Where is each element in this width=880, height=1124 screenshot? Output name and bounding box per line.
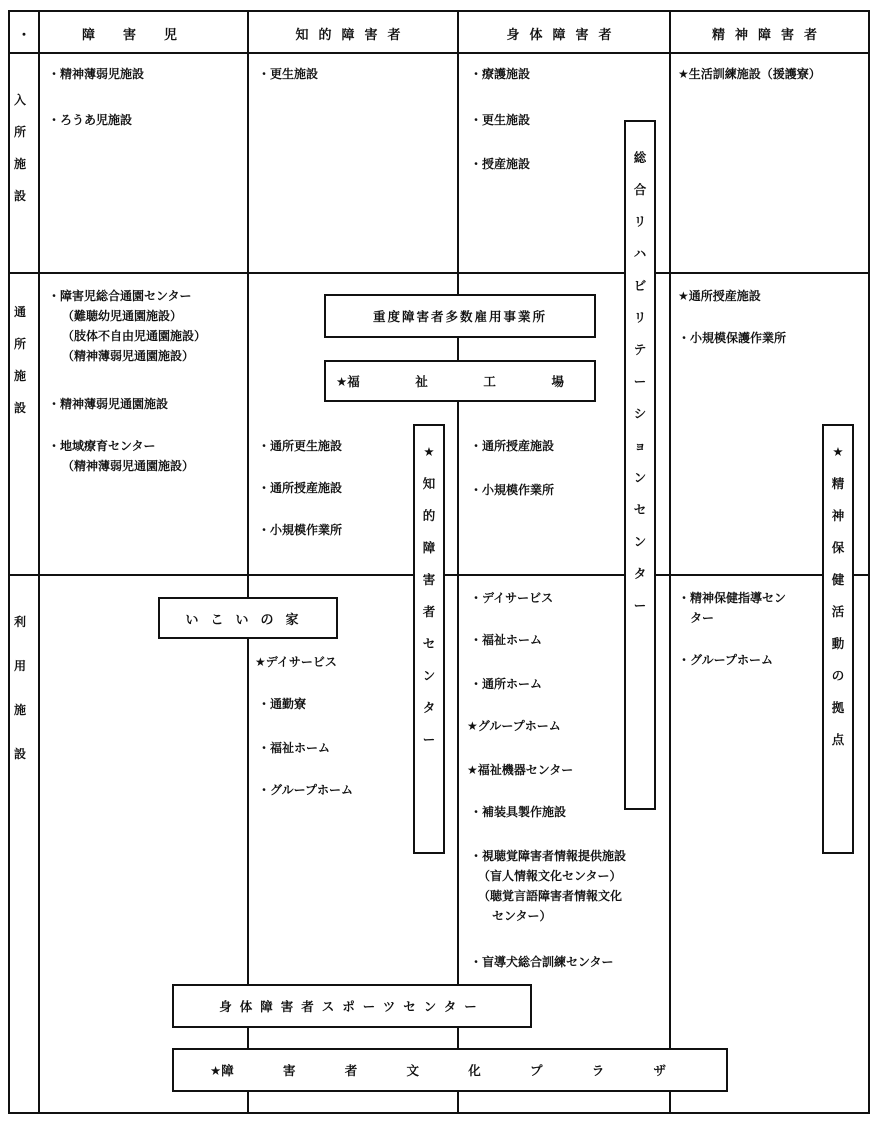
list-item: （盲人情報文化センター）: [478, 869, 622, 883]
list-item: ・補装具製作施設: [470, 805, 567, 819]
list-item: （聴覚言語障害者情報文化: [478, 889, 623, 903]
list-item: ・精神薄弱児施設: [48, 67, 145, 81]
column-divider-3: [669, 10, 671, 1114]
list-item: ★グループホーム: [467, 719, 561, 733]
list-item: ★生活訓練施設（援護寮）: [678, 67, 821, 81]
list-item: ・盲導犬総合訓練センター: [470, 955, 614, 969]
column-divider-1: [247, 10, 249, 1114]
list-item: ★福祉機器センター: [467, 763, 574, 777]
sogo-rehabilitation-center-box: 総 合 リ ハ ビ リ テ ー シ ョ ン セ ン タ ー: [624, 120, 656, 810]
list-item: ★デイサービス: [255, 655, 337, 669]
row-label-tsusho: 通 所 施 設: [13, 305, 26, 415]
table-bottom-border: [8, 1112, 870, 1114]
list-item: ・小規模保護作業所: [678, 331, 787, 345]
list-item: ・精神保健指導セン: [678, 591, 787, 605]
list-item: ・ろうあ児施設: [48, 113, 133, 127]
list-item: ・通所授産施設: [258, 481, 343, 495]
list-item: ・療護施設: [470, 67, 531, 81]
header-shintai: 身体障害者: [506, 27, 622, 43]
list-item: ・福祉ホーム: [470, 633, 543, 647]
list-item: ・通勤寮: [258, 697, 307, 711]
sports-center-box: 身体障害者スポーツセンター: [172, 984, 532, 1028]
ikoi-no-ie-box: いこいの家: [158, 597, 338, 639]
fukushi-kojo-box: ★福 祉 工 場: [324, 360, 596, 402]
label-column-divider: [38, 10, 40, 1114]
header-shogaiji: 障害児: [81, 27, 205, 43]
seishin-hoken-kyoten-box: ★ 精 神 保 健 活 動 の 拠 点: [822, 424, 854, 854]
list-item: ・更生施設: [470, 113, 531, 127]
table-top-border: [8, 10, 870, 12]
row-divider-1: [8, 272, 870, 274]
list-item: ・授産施設: [470, 157, 531, 171]
row-label-nyusho: 入 所 施 設: [13, 93, 26, 203]
list-item: （精神薄弱児通園施設）: [62, 459, 195, 473]
list-item: ・更生施設: [258, 67, 319, 81]
list-item: （肢体不自由児通園施設）: [62, 329, 207, 343]
chiteki-shogaisha-center-box: ★ 知 的 障 害 者 セ ン タ ー: [413, 424, 445, 854]
list-item: ・小規模作業所: [470, 483, 555, 497]
list-item: ・グループホーム: [678, 653, 774, 667]
list-item: ター: [690, 611, 715, 625]
row-label-riyo: 利 用 施 設: [13, 615, 26, 761]
list-item: ・障害児総合通園センター: [48, 289, 192, 303]
list-item: ・精神薄弱児通園施設: [48, 397, 169, 411]
list-item: ・デイサービス: [470, 591, 554, 605]
list-item: （精神薄弱児通園施設）: [62, 349, 195, 363]
list-item: ・地域療育センター: [48, 439, 156, 453]
list-item: ・グループホーム: [258, 783, 354, 797]
header-divider: [8, 52, 870, 54]
jushou-shogaisha-koyo-box: 重度障害者多数雇用事業所: [324, 294, 596, 338]
list-item: センター）: [492, 909, 552, 923]
list-item: ・福祉ホーム: [258, 741, 331, 755]
column-divider-2: [457, 10, 459, 1114]
table-right-border: [868, 10, 870, 1114]
list-item: ★通所授産施設: [678, 289, 761, 303]
header-seishin: 精神障害者: [711, 27, 827, 43]
list-item: ・視聴覚障害者情報提供施設: [470, 849, 627, 863]
header-corner: ・: [17, 27, 31, 43]
list-item: ・通所授産施設: [470, 439, 555, 453]
list-item: ・通所ホーム: [470, 677, 543, 691]
header-chiteki: 知的障害者: [295, 27, 411, 43]
bunka-plaza-box: ★障 害 者 文 化 プ ラ ザ: [172, 1048, 728, 1092]
list-item: ・通所更生施設: [258, 439, 343, 453]
list-item: （難聴幼児通園施設）: [62, 309, 183, 323]
list-item: ・小規模作業所: [258, 523, 343, 537]
